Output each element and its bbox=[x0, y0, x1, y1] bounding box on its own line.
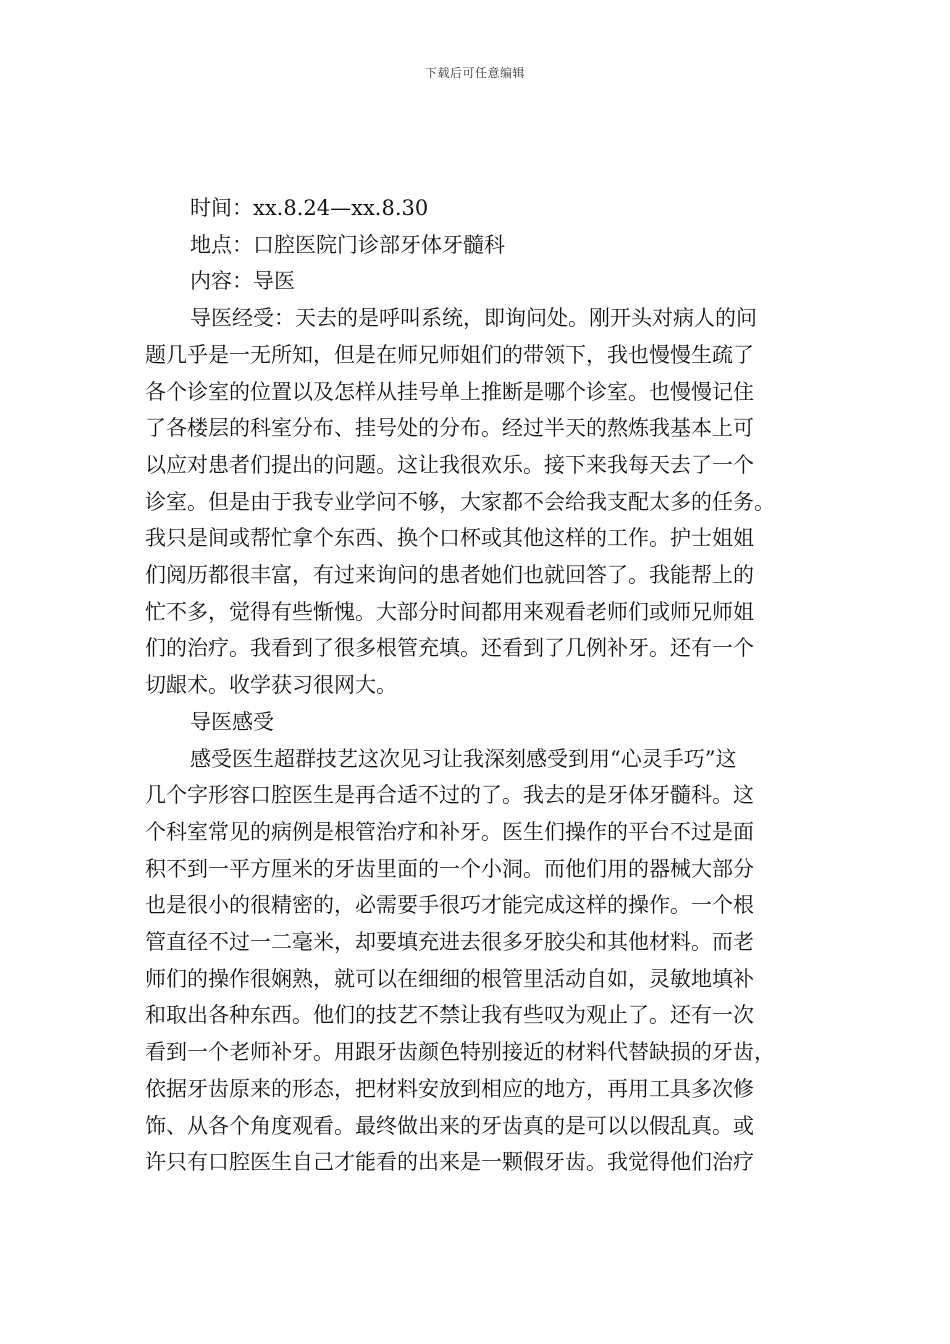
section-heading: 导医感受 bbox=[190, 709, 274, 734]
paragraph-line: 也是很小的很精密的，必需要手很巧才能完成这样的操作。一个根 bbox=[145, 893, 754, 918]
page-header-note: 下载后可任意编辑 bbox=[424, 66, 525, 80]
meta-place: 地点：口腔医院门诊部牙体牙髓科 bbox=[190, 232, 505, 257]
paragraph-line: 忙不多，觉得有些惭愧。大部分时间都用来观看老师们或师兄师姐 bbox=[145, 599, 754, 624]
paragraph-line: 们阅历都很丰富，有过来询问的患者她们也就回答了。我能帮上的 bbox=[145, 563, 754, 588]
document-body bbox=[145, 190, 825, 1181]
paragraph-line: 管直径不过一二毫米，却要填充进去很多牙胶尖和其他材料。而老 bbox=[145, 930, 754, 955]
paragraph-line: 积不到一平方厘米的牙齿里面的一个小洞。而他们用的器械大部分 bbox=[145, 856, 754, 881]
paragraph-line: 师们的操作很娴熟，就可以在细细的根管里活动自如，灵敏地填补 bbox=[145, 966, 754, 991]
paragraph-line: 以应对患者们提出的问题。这让我很欢乐。接下来我每天去了一个 bbox=[145, 452, 754, 477]
paragraph-line: 几个字形容口腔医生是再合适不过的了。我去的是牙体牙髓科。这 bbox=[145, 783, 754, 808]
paragraph-line: 我只是间或帮忙拿个东西、换个口杯或其他这样的工作。护士姐姐 bbox=[145, 526, 754, 551]
paragraph-line: 们的治疗。我看到了很多根管充填。还看到了几例补牙。还有一个 bbox=[145, 636, 754, 661]
paragraph-line: 许只有口腔医生自己才能看的出来是一颗假牙齿。我觉得他们治疗 bbox=[145, 1150, 754, 1175]
paragraph-line: 感受医生超群技艺这次见习让我深刻感受到用“心灵手巧”这 bbox=[190, 746, 737, 771]
paragraph-line: 看到一个老师补牙。用跟牙齿颜色特别接近的材料代替缺损的牙齿， bbox=[145, 1040, 775, 1065]
paragraph-line: 各个诊室的位置以及怎样从挂号单上推断是哪个诊室。也慢慢记住 bbox=[145, 379, 754, 404]
paragraph-line: 题几乎是一无所知，但是在师兄师姐们的带领下，我也慢慢生疏了 bbox=[145, 342, 754, 367]
meta-time: 时间：xx.8.24—xx.8.30 bbox=[190, 196, 429, 220]
meta-content: 内容：导医 bbox=[190, 269, 295, 294]
paragraph-line: 依据牙齿原来的形态，把材料安放到相应的地方，再用工具多次修 bbox=[145, 1076, 754, 1101]
paragraph-guide-feelings bbox=[145, 741, 825, 1181]
paragraph-line: 个科室常见的病例是根管治疗和补牙。医生们操作的平台不过是面 bbox=[145, 819, 754, 844]
paragraph-line: 导医经受：天去的是呼叫系统，即询问处。刚开头对病人的问 bbox=[190, 306, 757, 331]
paragraph-line: 饰、从各个角度观看。最终做出来的牙齿真的是可以以假乱真。或 bbox=[145, 1113, 754, 1138]
paragraph-guide-experience bbox=[145, 300, 825, 704]
paragraph-line: 和取出各种东西。他们的技艺不禁让我有些叹为观止了。还有一次 bbox=[145, 1003, 754, 1028]
paragraph-line: 诊室。但是由于我专业学问不够，大家都不会给我支配太多的任务。 bbox=[145, 489, 775, 514]
paragraph-line: 了各楼层的科室分布、挂号处的分布。经过半天的熬炼我基本上可 bbox=[145, 416, 754, 441]
paragraph-line: 切龈术。收学获习很网大。 bbox=[145, 673, 397, 698]
